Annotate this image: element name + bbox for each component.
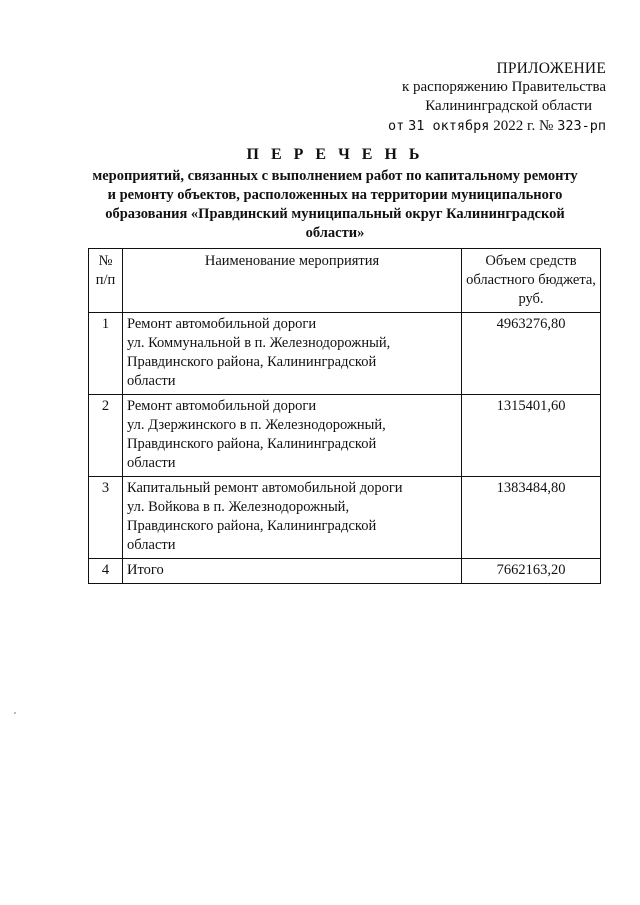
row-name-line: ул. Дзержинского в п. Железнодорожный, (127, 417, 386, 433)
document-heading (80, 146, 590, 243)
header-sum: Объем средств областного бюджета, руб. (462, 249, 601, 313)
row-sum: 1315401,60 (462, 395, 601, 477)
document-subtitle-3: образования «Правдинский муниципальный округ Калининградской (105, 206, 565, 222)
row-name-line: Ремонт автомобильной дороги (127, 316, 317, 332)
date-number: 323-рп (557, 118, 606, 134)
table-header-row (89, 249, 601, 313)
appendix-line-2: Калининградской области (425, 98, 592, 114)
appendix-title: ПРИЛОЖЕНИЕ (496, 60, 606, 77)
header-name: Наименование мероприятия (123, 249, 462, 313)
row-name (123, 395, 462, 477)
appendix-date-line (388, 116, 606, 136)
row-num: 3 (89, 477, 123, 559)
row-name-line: ул. Коммунальной в п. Железнодорожный, (127, 335, 391, 351)
row-name-line: области (127, 455, 176, 471)
document-subtitle-4: области» (305, 225, 365, 241)
date-day-month: 31 октября (408, 118, 490, 134)
total-sum: 7662163,20 (462, 559, 601, 584)
row-num: 2 (89, 395, 123, 477)
row-name-line: Правдинского района, Калининградской (127, 436, 377, 452)
row-name-line: Правдинского района, Калининградской (127, 354, 377, 370)
document-subtitle-1: мероприятий, связанных с выполнением работ по капитальному ремонту (92, 168, 578, 184)
row-name-line: Капитальный ремонт автомобильной дороги (127, 480, 403, 496)
row-name (123, 559, 462, 584)
table-row (89, 477, 601, 559)
row-name-line: Правдинского района, Калининградской (127, 518, 377, 534)
header-num: № п/п (89, 249, 123, 313)
measures-table (88, 248, 601, 584)
row-name (123, 477, 462, 559)
row-name-line: области (127, 537, 176, 553)
date-year: 2022 г. № (493, 118, 554, 134)
appendix-block (388, 59, 606, 136)
row-name-line: области (127, 373, 176, 389)
document-subtitle-2: и ремонту объектов, расположенных на территории муниципального (107, 187, 563, 203)
row-name (123, 313, 462, 395)
row-sum: 4963276,80 (462, 313, 601, 395)
table-row (89, 395, 601, 477)
row-num: 4 (89, 559, 123, 584)
scan-speck (14, 712, 16, 714)
table-row (89, 313, 601, 395)
appendix-line-1: к распоряжению Правительства (401, 79, 606, 95)
document-title: П Е Р Е Ч Е Н Ь (246, 146, 424, 163)
row-num: 1 (89, 313, 123, 395)
total-label: Итого (127, 562, 164, 578)
table-row-total (89, 559, 601, 584)
row-name-line: Ремонт автомобильной дороги (127, 398, 317, 414)
row-sum: 1383484,80 (462, 477, 601, 559)
row-name-line: ул. Войкова в п. Железнодорожный, (127, 499, 350, 515)
date-prefix: от (387, 118, 405, 134)
